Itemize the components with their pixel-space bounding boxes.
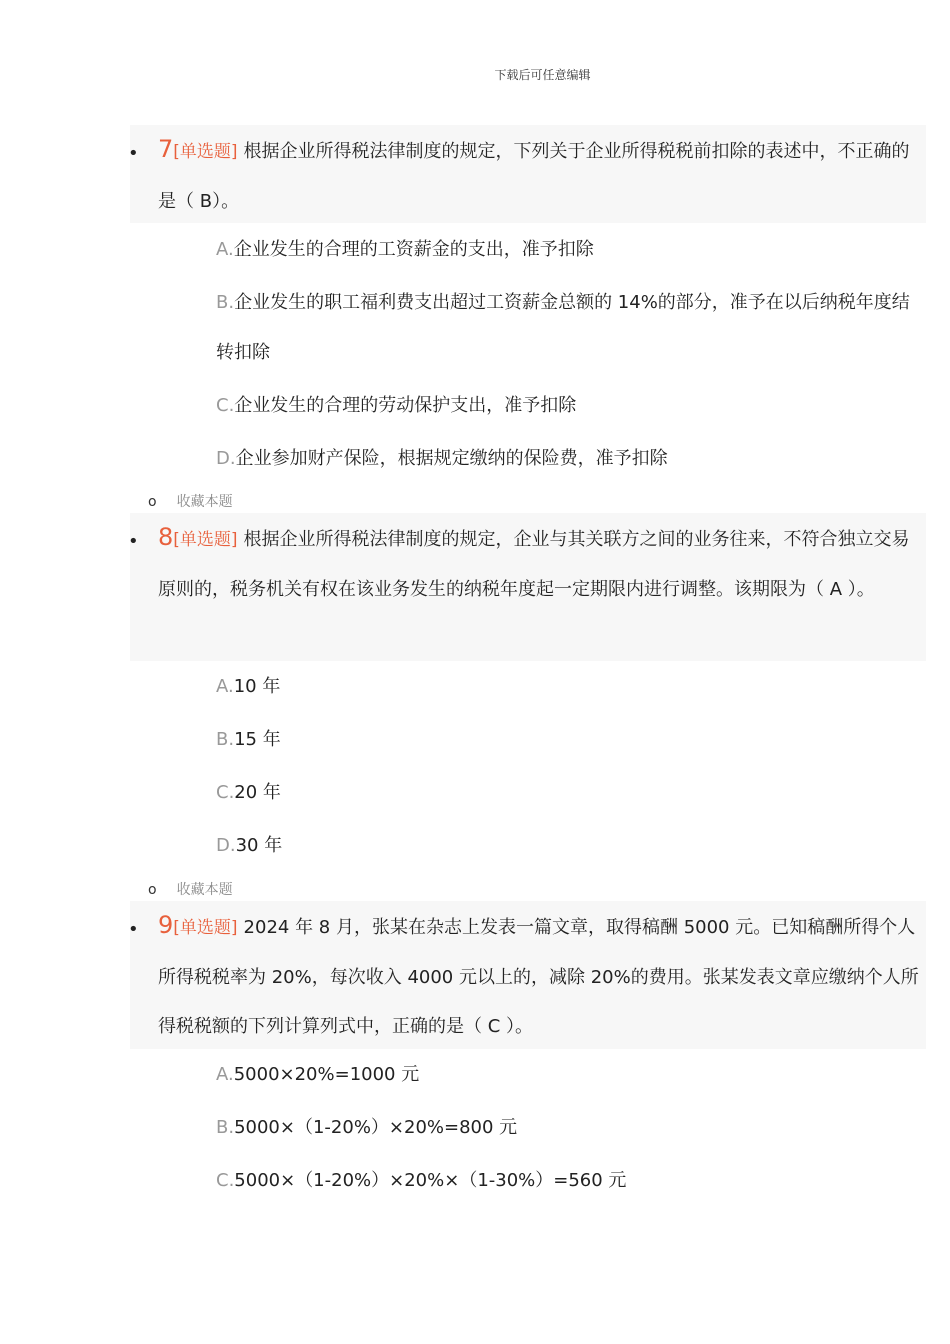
question-text: 2024 年 8 月，张某在杂志上发表一篇文章，取得稿酬 5000 元。已知稿酬所得个人所得税税率为 20%，每次收入 4000 元以上的，减除 20%的费用。张某发表文章应缴纳个人所得税税额的下列计算列式中，正确的是（ C ）。 (158, 917, 919, 1037)
option-text: 企业发生的合理的工资薪金的支出，准予扣除 (233, 239, 594, 260)
question-number: 8 (158, 523, 174, 551)
option-letter: B. (216, 292, 235, 313)
option-b[interactable] (216, 1103, 916, 1153)
option-letter: C. (216, 395, 235, 416)
option-b[interactable] (216, 715, 916, 765)
question-type: [单选题] (173, 918, 238, 938)
question-number: 9 (158, 911, 174, 939)
option-text: 10 年 (233, 676, 281, 697)
favorite-label: 收藏本题 (176, 494, 233, 510)
option-text: 5000×（1-20%）×20%=800 元 (234, 1117, 518, 1138)
question-type: [单选题] (173, 142, 238, 162)
option-text: 企业参加财产保险，根据规定缴纳的保险费，准予扣除 (235, 448, 668, 469)
option-text: 30 年 (235, 835, 283, 856)
option-letter: A. (216, 676, 234, 697)
circle-bullet-icon: o (148, 494, 157, 510)
question-9-stem (130, 901, 926, 1049)
question-7-stem (130, 125, 926, 223)
option-letter: A. (216, 1064, 234, 1085)
option-text: 企业发生的职工福利费支出超过工资薪金总额的 14%的部分，准予在以后纳税年度结转扣除 (216, 292, 910, 363)
header-note: 下载后可任意编辑 (494, 68, 591, 82)
option-text: 企业发生的合理的劳动保护支出，准予扣除 (234, 395, 577, 416)
option-c[interactable] (216, 381, 916, 431)
question-text: 根据企业所得税法律制度的规定，下列关于企业所得税税前扣除的表述中，不正确的是（ B）。 (158, 141, 910, 212)
circle-bullet-icon: o (148, 882, 157, 898)
option-a[interactable] (216, 1050, 916, 1100)
option-letter: D. (216, 835, 236, 856)
question-8-stem (130, 513, 926, 661)
favorite-link[interactable] (148, 491, 233, 511)
option-b[interactable] (216, 278, 916, 378)
question-type: [单选题] (173, 530, 238, 550)
option-c[interactable] (216, 768, 916, 818)
question-text: 根据企业所得税法律制度的规定，企业与其关联方之间的业务往来，不符合独立交易原则的，税务机关有权在该业务发生的纳税年度起一定期限内进行调整。该期限为（ A ）。 (158, 529, 910, 600)
question-number: 7 (158, 135, 174, 163)
option-letter: A. (216, 239, 234, 260)
option-d[interactable] (216, 434, 916, 484)
option-text: 5000×20%=1000 元 (233, 1064, 420, 1085)
option-d[interactable] (216, 821, 916, 871)
option-text: 15 年 (234, 729, 281, 750)
bullet-icon: • (128, 531, 139, 552)
favorite-label: 收藏本题 (176, 882, 233, 898)
option-a[interactable] (216, 225, 916, 275)
option-text: 20 年 (234, 782, 281, 803)
option-letter: C. (216, 1170, 235, 1191)
option-letter: D. (216, 448, 236, 469)
bullet-icon: • (128, 919, 139, 940)
option-letter: B. (216, 1117, 235, 1138)
option-letter: C. (216, 782, 235, 803)
option-c[interactable] (216, 1156, 916, 1206)
option-letter: B. (216, 729, 235, 750)
bullet-icon: • (128, 143, 139, 164)
option-text: 5000×（1-20%）×20%×（1-30%）=560 元 (234, 1170, 627, 1191)
option-a[interactable] (216, 662, 916, 712)
favorite-link[interactable] (148, 879, 233, 899)
